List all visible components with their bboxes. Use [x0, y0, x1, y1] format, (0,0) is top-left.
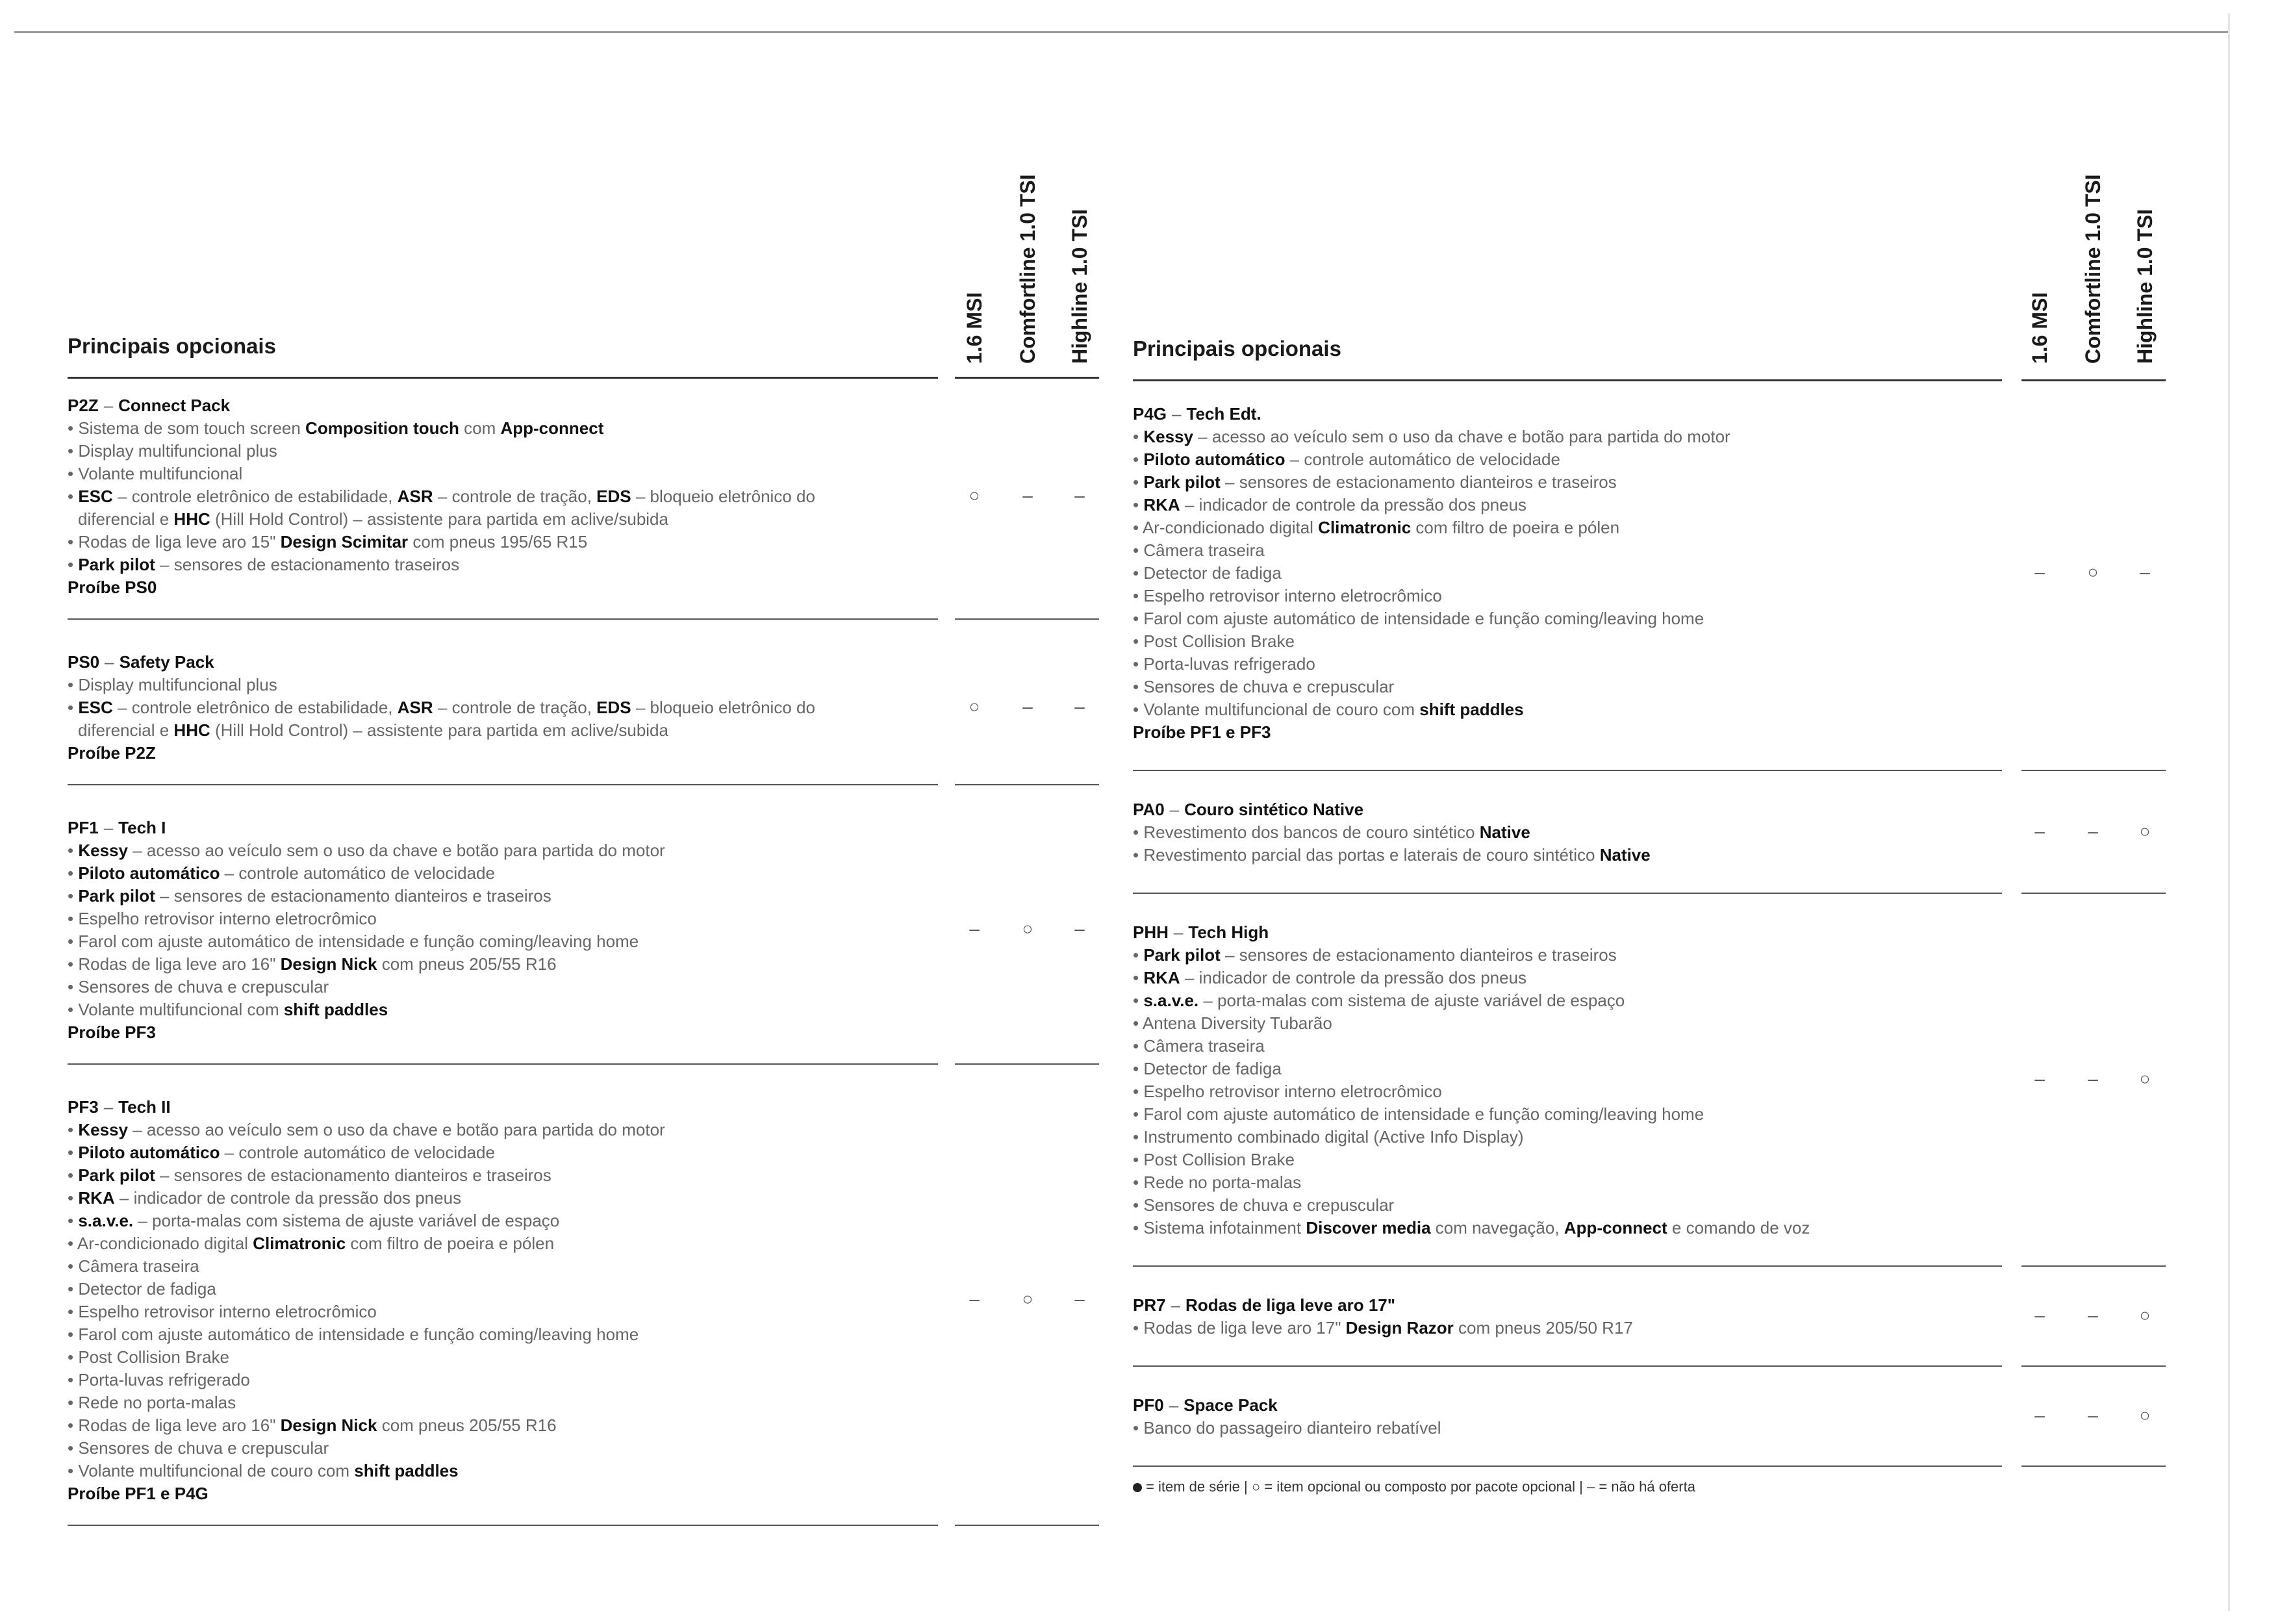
- pack-separator-marks: [2021, 1365, 2166, 1367]
- availability-mark-0: –: [2034, 820, 2045, 841]
- pack-code: PS0: [68, 652, 100, 672]
- availability-mark-1: –: [2088, 1069, 2098, 1089]
- pack-item: diferencial e HHC (Hill Hold Control) – assistente para partida em aclive/subida: [78, 720, 668, 740]
- pack-item: • RKA – indicador de controle da pressão dos pneus: [1133, 495, 1527, 514]
- availability-mark-1: –: [1022, 696, 1033, 717]
- pack-title: [1133, 798, 2002, 821]
- pack-code: PA0: [1133, 800, 1165, 819]
- pack-name: Space Pack: [1184, 1395, 1278, 1415]
- pack-item: • Farol com ajuste automático de intensidade e função coming/leaving home: [1133, 609, 1704, 628]
- availability-mark-1: ○: [2087, 561, 2099, 582]
- pack-item: • Sensores de chuva e crepuscular: [1133, 1195, 1395, 1215]
- header-rule-marks: [955, 377, 1099, 379]
- availability-mark-0: ○: [969, 696, 980, 717]
- availability-mark-1: –: [2088, 1405, 2098, 1425]
- availability-mark-0: –: [2034, 1305, 2045, 1325]
- pack-item: • Banco do passageiro dianteiro rebatível: [1133, 1418, 1441, 1438]
- pack-pr7: [1133, 1294, 2002, 1339]
- pack-item: • s.a.v.e. – porta-malas com sistema de ajuste variável de espaço: [68, 1211, 560, 1230]
- pack-pa0: [1133, 798, 2002, 867]
- pack-separator: [68, 618, 938, 620]
- pack-item: • Post Collision Brake: [68, 1347, 229, 1367]
- pack-item: • s.a.v.e. – porta-malas com sistema de ajuste variável de espaço: [1133, 991, 1625, 1010]
- availability-mark-2: –: [1074, 919, 1085, 939]
- pack-dash: –: [103, 1097, 114, 1117]
- legend: [1133, 1478, 1695, 1495]
- pack-item: • Piloto automático – controle automático de velocidade: [68, 1143, 495, 1162]
- pack-separator-marks: [955, 1063, 1099, 1065]
- pack-item: • Park pilot – sensores de estacionamento dianteiros e traseiros: [1133, 472, 1617, 492]
- availability-mark-2: ○: [2139, 820, 2151, 841]
- pack-item: • ESC – controle eletrônico de estabilidade, ASR – controle de tração, EDS – bloqueio eletrônico do: [68, 698, 815, 717]
- pack-item: • Espelho retrovisor interno eletrocrômico: [68, 909, 377, 928]
- pack-item: • ESC – controle eletrônico de estabilidade, ASR – controle de tração, EDS – bloqueio eletrônico do: [68, 487, 815, 506]
- pack-item: • Park pilot – sensores de estacionamento dianteiros e traseiros: [1133, 945, 1617, 965]
- pack-item: • Piloto automático – controle automático de velocidade: [68, 863, 495, 883]
- pack-dash: –: [103, 818, 114, 837]
- pack-item: • Farol com ajuste automático de intensidade e função coming/leaving home: [1133, 1104, 1704, 1124]
- pack-item: • Farol com ajuste automático de intensidade e função coming/leaving home: [68, 932, 639, 951]
- pack-separator-marks: [2021, 1465, 2166, 1467]
- pack-separator-marks: [2021, 1265, 2166, 1267]
- pack-item: • Ar-condicionado digital Climatronic com filtro de poeira e pólen: [1133, 518, 1620, 537]
- availability-mark-2: –: [1074, 696, 1085, 717]
- pack-dash: –: [1172, 404, 1182, 424]
- pack-item: • Volante multifuncional: [68, 464, 243, 483]
- pack-item: • Câmera traseira: [1133, 540, 1265, 560]
- pack-item: • Volante multifuncional com shift paddles: [68, 1000, 388, 1019]
- pack-pf0: [1133, 1394, 2002, 1440]
- pack-item: • Revestimento dos bancos de couro sintético Native: [1133, 822, 1530, 842]
- pack-code: PR7: [1133, 1295, 1166, 1315]
- pack-p2z: [68, 394, 938, 599]
- pack-item: • Sensores de chuva e crepuscular: [68, 1438, 329, 1458]
- pack-pf1: [68, 817, 938, 1044]
- pack-item: • Park pilot – sensores de estacionamento dianteiros e traseiros: [68, 1165, 551, 1185]
- pack-title: [68, 817, 938, 839]
- pack-item: • Instrumento combinado digital (Active Info Display): [1133, 1127, 1524, 1147]
- pack-separator-marks: [955, 618, 1099, 620]
- pack-item: diferencial e HHC (Hill Hold Control) – assistente para partida em aclive/subida: [78, 509, 668, 529]
- availability-mark-2: –: [2140, 561, 2150, 582]
- section-title: Principais opcionais: [68, 334, 276, 358]
- pack-item: • RKA – indicador de controle da pressão dos pneus: [1133, 968, 1527, 987]
- pack-separator-marks: [955, 1525, 1099, 1526]
- pack-pf3: [68, 1096, 938, 1505]
- pack-item: • Rodas de liga leve aro 17" Design Razor com pneus 205/50 R17: [1133, 1318, 1633, 1338]
- pack-item: • Post Collision Brake: [1133, 631, 1295, 651]
- pack-name: Tech Edt.: [1186, 404, 1261, 424]
- pack-item: • Volante multifuncional de couro com shift paddles: [68, 1461, 459, 1480]
- header-rule: [1133, 379, 2002, 381]
- pack-item: • Detector de fadiga: [1133, 563, 1282, 583]
- pack-item: • Ar-condicionado digital Climatronic com filtro de poeira e pólen: [68, 1234, 555, 1253]
- pack-name: Tech I: [118, 818, 166, 837]
- pack-item: • Volante multifuncional de couro com shift paddles: [1133, 700, 1524, 719]
- version-label-0: 1.6 MSI: [963, 292, 986, 364]
- pack-separator: [68, 784, 938, 785]
- pack-title: [1133, 1394, 2002, 1417]
- header-rule-marks: [2021, 379, 2166, 381]
- page-edge: [2228, 13, 2230, 1611]
- pack-name: Tech High: [1188, 922, 1269, 942]
- pack-item: • Farol com ajuste automático de intensidade e função coming/leaving home: [68, 1325, 639, 1344]
- pack-item: • Piloto automático – controle automático de velocidade: [1133, 450, 1560, 469]
- pack-title: [1133, 403, 2002, 425]
- availability-mark-0: –: [2034, 1069, 2045, 1089]
- pack-dash: –: [105, 652, 114, 672]
- availability-mark-2: ○: [2139, 1305, 2151, 1325]
- pack-name: Tech II: [118, 1097, 171, 1117]
- pack-prohibits: Proíbe PF1 e PF3: [1133, 722, 1271, 742]
- pack-item: • Kessy – acesso ao veículo sem o uso da chave e botão para partida do motor: [1133, 427, 1730, 446]
- pack-name: Connect Pack: [118, 396, 231, 415]
- version-label-2: Highline 1.0 TSI: [2133, 209, 2157, 364]
- pack-item: • Espelho retrovisor interno eletrocrômico: [68, 1302, 377, 1321]
- pack-ps0: [68, 651, 938, 765]
- pack-dash: –: [1169, 800, 1180, 819]
- pack-name: Rodas de liga leve aro 17": [1185, 1295, 1396, 1315]
- pack-name: Couro sintético Native: [1184, 800, 1364, 819]
- pack-item: • Detector de fadiga: [68, 1279, 216, 1299]
- pack-item: • Display multifuncional plus: [68, 441, 277, 461]
- pack-separator-marks: [955, 784, 1099, 785]
- filled-circle-icon: [1133, 1483, 1142, 1492]
- pack-item: • Park pilot – sensores de estacionamento traseiros: [68, 555, 460, 574]
- pack-item: • Sistema infotainment Discover media com navegação, App-connect e comando de voz: [1133, 1218, 1810, 1237]
- pack-separator: [1133, 1265, 2002, 1267]
- version-label-1: Comfortline 1.0 TSI: [2081, 174, 2105, 364]
- availability-mark-1: –: [1022, 485, 1033, 505]
- pack-title: [68, 651, 938, 674]
- pack-separator: [1133, 1465, 2002, 1467]
- pack-code: PF1: [68, 818, 99, 837]
- availability-mark-1: –: [2088, 820, 2098, 841]
- availability-mark-1: ○: [1022, 1289, 1033, 1309]
- legend-text: = item de série | ○ = item opcional ou composto por pacote opcional | – = não há oferta: [1146, 1478, 1695, 1495]
- pack-phh: [1133, 921, 2002, 1239]
- version-label-2: Highline 1.0 TSI: [1068, 209, 1091, 364]
- pack-item: • Rodas de liga leve aro 15" Design Scimitar com pneus 195/65 R15: [68, 532, 588, 552]
- availability-mark-0: –: [2034, 561, 2045, 582]
- availability-mark-2: ○: [2139, 1069, 2151, 1089]
- pack-item: • Câmera traseira: [68, 1256, 199, 1276]
- pack-code: P2Z: [68, 396, 99, 415]
- availability-mark-0: –: [2034, 1405, 2045, 1425]
- pack-item: • Rodas de liga leve aro 16" Design Nick com pneus 205/55 R16: [68, 1415, 557, 1435]
- availability-mark-1: –: [2088, 1305, 2098, 1325]
- availability-mark-0: –: [969, 1289, 980, 1309]
- pack-title: [1133, 921, 2002, 944]
- pack-code: PF0: [1133, 1395, 1164, 1415]
- pack-prohibits: Proíbe PF3: [68, 1022, 156, 1042]
- pack-item: • Sensores de chuva e crepuscular: [68, 977, 329, 996]
- pack-item: • Rede no porta-malas: [1133, 1173, 1302, 1192]
- availability-mark-0: –: [969, 919, 980, 939]
- pack-title: [68, 394, 938, 417]
- page-top-line: [14, 31, 2229, 33]
- section-title: Principais opcionais: [1133, 336, 1341, 361]
- pack-separator-marks: [2021, 770, 2166, 771]
- pack-p4g: [1133, 403, 2002, 744]
- availability-mark-1: ○: [1022, 919, 1033, 939]
- availability-mark-2: ○: [2139, 1405, 2151, 1425]
- pack-item: • Antena Diversity Tubarão: [1133, 1013, 1332, 1033]
- pack-item: • Câmera traseira: [1133, 1036, 1265, 1056]
- version-label-0: 1.6 MSI: [2028, 292, 2051, 364]
- pack-item: • Post Collision Brake: [1133, 1150, 1295, 1169]
- pack-item: • Porta-luvas refrigerado: [68, 1370, 250, 1389]
- availability-mark-2: –: [1074, 485, 1085, 505]
- pack-item: • Rede no porta-malas: [68, 1393, 236, 1412]
- pack-item: • RKA – indicador de controle da pressão dos pneus: [68, 1188, 462, 1208]
- pack-item: • Kessy – acesso ao veículo sem o uso da chave e botão para partida do motor: [68, 1120, 665, 1139]
- pack-item: • Espelho retrovisor interno eletrocrômico: [1133, 586, 1442, 605]
- pack-name: Safety Pack: [119, 652, 214, 672]
- pack-prohibits: Proíbe PF1 e P4G: [68, 1484, 209, 1503]
- pack-item: • Sistema de som touch screen Composition touch com App-connect: [68, 418, 604, 438]
- version-label-1: Comfortline 1.0 TSI: [1016, 174, 1039, 364]
- pack-prohibits: Proíbe PS0: [68, 577, 157, 597]
- pack-item: • Detector de fadiga: [1133, 1059, 1282, 1078]
- pack-code: P4G: [1133, 404, 1167, 424]
- pack-item: • Rodas de liga leve aro 16" Design Nick com pneus 205/55 R16: [68, 954, 557, 974]
- pack-item: • Porta-luvas refrigerado: [1133, 654, 1315, 674]
- pack-item: • Kessy – acesso ao veículo sem o uso da chave e botão para partida do motor: [68, 841, 665, 860]
- pack-item: • Display multifuncional plus: [68, 675, 277, 694]
- pack-separator: [68, 1063, 938, 1065]
- pack-title: [1133, 1294, 2002, 1317]
- pack-title: [68, 1096, 938, 1119]
- pack-item: • Revestimento parcial das portas e laterais de couro sintético Native: [1133, 845, 1651, 865]
- pack-separator: [68, 1525, 938, 1526]
- availability-mark-0: ○: [969, 485, 980, 505]
- pack-separator-marks: [2021, 893, 2166, 894]
- pack-item: • Sensores de chuva e crepuscular: [1133, 677, 1395, 696]
- pack-separator: [1133, 1365, 2002, 1367]
- pack-dash: –: [1169, 1395, 1179, 1415]
- header-rule: [68, 377, 938, 379]
- pack-separator: [1133, 770, 2002, 771]
- pack-item: • Park pilot – sensores de estacionamento dianteiros e traseiros: [68, 886, 551, 906]
- pack-dash: –: [1171, 1295, 1181, 1315]
- pack-dash: –: [103, 396, 114, 415]
- pack-code: PHH: [1133, 922, 1169, 942]
- pack-prohibits: Proíbe P2Z: [68, 743, 156, 763]
- pack-code: PF3: [68, 1097, 99, 1117]
- pack-item: • Espelho retrovisor interno eletrocrômico: [1133, 1082, 1442, 1101]
- pack-dash: –: [1173, 922, 1184, 942]
- availability-mark-2: –: [1074, 1289, 1085, 1309]
- pack-separator: [1133, 893, 2002, 894]
